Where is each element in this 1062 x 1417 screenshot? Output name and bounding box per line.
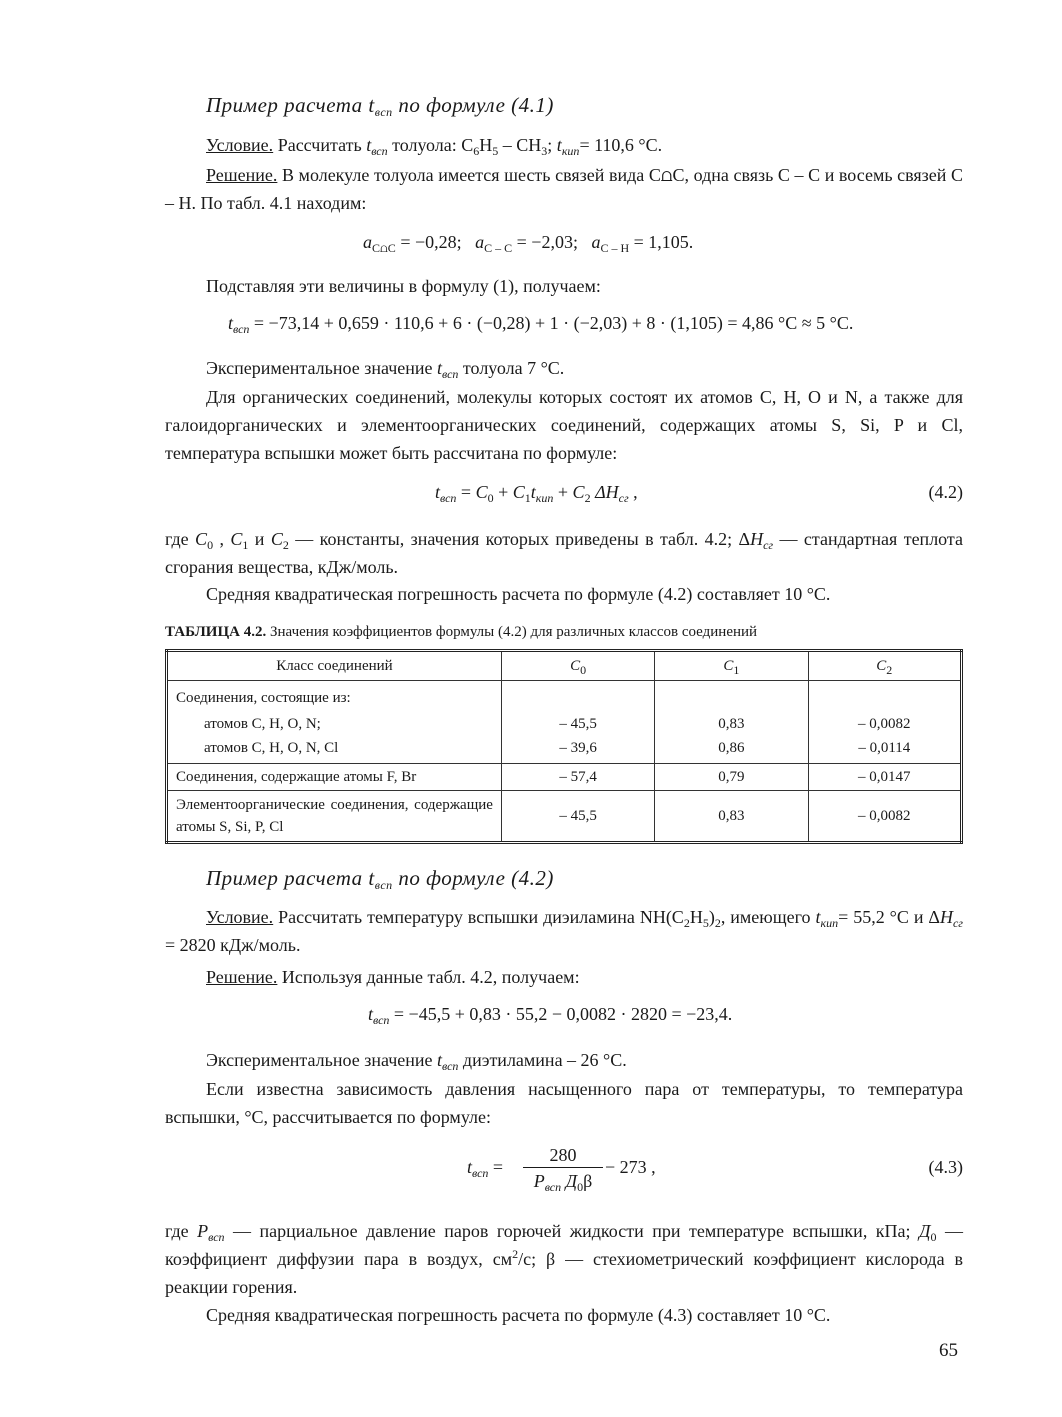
row-c1: 0,83 0,86 bbox=[655, 681, 808, 764]
pressure-paragraph: Если известна зависимость давления насыщенного пара от температуры, то температура вспышки, °С, рассчитывается по формуле: bbox=[165, 1079, 963, 1127]
error-4-2: Средняя квадратическая погрешность расчета по формуле (4.2) составляет 10 °С. bbox=[206, 584, 831, 604]
row-c2: – 0,0147 bbox=[808, 764, 961, 791]
experimental-value-1: Экспериментальное значение $t_{всп}$ толуола 7 °С. bbox=[206, 358, 565, 381]
row-c0: – 45,5 – 39,6 bbox=[501, 681, 654, 764]
table-row bbox=[167, 681, 962, 764]
calculation-2: $t_{всп} = -45,5 + 0,83 \cdot 55,2 - 0,0082 \cdot 2820 = -23,4$. bbox=[368, 1004, 733, 1027]
equation-4-2: $t_{всп} = C_0 + C_1t_{кип} + C_2$ $\Delta H_{сг}$ , bbox=[435, 482, 638, 505]
header-c0: $C_0$ bbox=[501, 651, 654, 681]
row-class: Элементоорганические соединения, содержащие атомы S, Si, P, Cl bbox=[167, 791, 502, 843]
substitution-text: Подставляя эти величины в формулу (1), получаем: bbox=[206, 276, 601, 296]
example-heading-2: Пример расчета $t_{всп}$ по формуле (4.2) bbox=[206, 866, 554, 892]
table-caption: ТАБЛИЦА 4.2. Значения коэффициентов формулы (4.2) для различных классов соединений bbox=[165, 624, 758, 640]
header-class: Класс соединений bbox=[167, 651, 502, 681]
error-4-3: Средняя квадратическая погрешность расчета по формуле (4.3) составляет 10 °С. bbox=[206, 1305, 831, 1325]
header-c2: $C_2$ bbox=[808, 651, 961, 681]
table-header-row bbox=[167, 651, 962, 681]
solution-2: Решение. Используя данные табл. 4.2, получаем: bbox=[206, 967, 580, 987]
equation-number-4-3: (4.3) bbox=[928, 1157, 963, 1177]
row-c0: – 57,4 bbox=[501, 764, 654, 791]
equation-number-4-2: (4.2) bbox=[928, 482, 963, 502]
row-class: Соединения, состоящие из: атомов С, Н, О, N; атомов С, Н, О, N, Cl bbox=[167, 681, 502, 764]
experimental-value-2: Экспериментальное значение $t_{всп}$ диэтиламина – 26 °С. bbox=[206, 1050, 627, 1073]
table-row bbox=[167, 764, 962, 791]
header-c1: $C_1$ bbox=[655, 651, 808, 681]
solution-1: Решение. В молекуле толуола имеется шесть связей вида С⩍С, одна связь С – С и восемь связей С – Н. По табл. 4.1 находим: bbox=[165, 165, 963, 213]
page-number: 65 bbox=[939, 1340, 958, 1361]
table-row bbox=[167, 791, 962, 843]
condition-1: Условие. Рассчитать $t_{всп}$ толуола: $C_6H_5 - CH_3$; $t_{кип}= 110,6$ °С. bbox=[206, 135, 663, 158]
coefficients-equation: $a_{C⩍C} = -0,28$; $a_{C - C} = -2,03$; $a_{C - H} = 1,105$. bbox=[363, 232, 694, 255]
where-4-3: где $P_{всп}$ — парциальное давление паров горючей жидкости при температуре вспышки, кПа; $Д_0$ — коэффициент диффузии пара в воздух, $см^2/с$; β — стехиометрический коэффициент кислорода в реакции горения. bbox=[165, 1221, 963, 1297]
row-class: Соединения, содержащие атомы F, Br bbox=[167, 764, 502, 791]
organic-compounds-paragraph: Для органических соединений, молекулы которых состоят их атомов С, Н, О и N, а также для галоидорганических и элементоорганических соединений, содержащих атомы S, Si, P и Cl, температура вспышки может быть рассчитана по формуле: bbox=[165, 387, 963, 463]
row-c2: – 0,0082 – 0,0114 bbox=[808, 681, 961, 764]
calculation-1: $t_{всп} = -73,14 + 0,659 \cdot 110,6 + 6 \cdot (-0,28) + 1 \cdot (-2,03) + 8 \cdot (1,105) = 4,86$ °С ≈ 5 °С. bbox=[228, 313, 854, 336]
example-heading-1: Пример расчета $t_{всп}$ по формуле (4.1) bbox=[206, 93, 554, 119]
condition-2: Условие. Рассчитать температуру вспышки диэиламина $NH(C_2H_5)_2$, имеющего $t_{кип}= 55,2$ °С и $\Delta H_{сг} = 2820$ кДж/моль. bbox=[165, 907, 963, 955]
row-c0: – 45,5 bbox=[501, 791, 654, 843]
row-c1: 0,79 bbox=[655, 764, 808, 791]
row-c1: 0,83 bbox=[655, 791, 808, 843]
fraction: 280 $P_{всп}$ $Д_0\beta$ bbox=[523, 1143, 603, 1194]
where-4-2: где $C_0$ , $C_1$ и $C_2$ — константы, значения которых приведены в табл. 4.2; $\Delta H_{сг}$ — стандартная теплота сгорания вещества, кДж/моль. bbox=[165, 529, 964, 577]
row-c2: – 0,0082 bbox=[808, 791, 961, 843]
table-4-2 bbox=[165, 649, 963, 844]
